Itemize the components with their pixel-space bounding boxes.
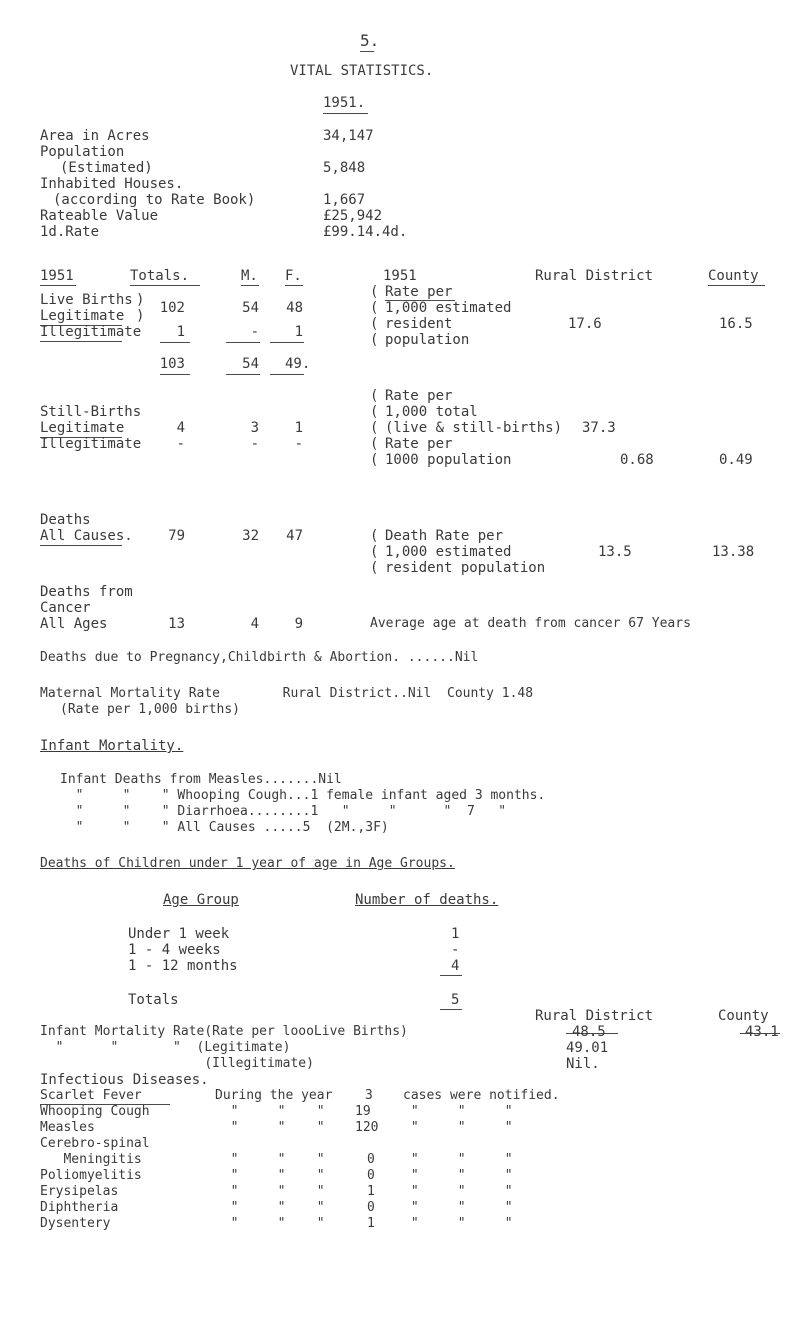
still-legit-m: 3 <box>250 420 259 436</box>
cases: 120 <box>355 1120 379 1135</box>
tail: " " " <box>403 1120 513 1135</box>
infant-row: " " " Diarrhoea........1 " " " 7 " <box>60 804 507 819</box>
rule <box>40 341 122 342</box>
page-title: VITAL STATISTICS. <box>290 63 434 79</box>
tail: cases were notified. <box>403 1088 560 1103</box>
disease: Meningitis <box>40 1152 142 1167</box>
deaths-all-label: All Causes. <box>40 528 133 544</box>
stat-label: (Estimated) <box>60 160 153 176</box>
infant-row: " " " Whooping Cough...1 female infant aged 3 months. <box>60 788 546 803</box>
rule <box>270 342 304 343</box>
tail: " " " <box>403 1152 513 1167</box>
rule <box>40 285 76 286</box>
period: " " " <box>215 1120 325 1135</box>
period: " " " <box>215 1168 325 1183</box>
live-total: 102 <box>159 300 185 316</box>
rule <box>270 374 304 375</box>
period: During the year <box>215 1088 333 1103</box>
disease: Measles <box>40 1120 95 1135</box>
stat-label: 1d.Rate <box>40 224 100 240</box>
rule <box>285 285 303 286</box>
live-births-label: Live Births <box>40 292 133 308</box>
cancer-f: 9 <box>294 616 303 632</box>
cases: 19 <box>355 1104 371 1119</box>
tail: " " " <box>403 1216 513 1231</box>
stat-value: 5,848 <box>323 160 366 176</box>
stat-label: Inhabited Houses. <box>40 176 184 192</box>
birth-rate-l3: resident <box>385 316 453 332</box>
births-sum-m: 54 <box>242 356 259 372</box>
cancer-average-age: Average age at death from cancer 67 Years <box>370 616 691 631</box>
births-sum-f: 49. <box>285 356 311 372</box>
page-number-underline <box>360 51 374 52</box>
age-group-head: Age Group <box>163 892 239 908</box>
still-births-label: Still-Births <box>40 404 142 420</box>
birth-rate-county: 16.5 <box>719 316 753 332</box>
male-head: M. <box>241 268 258 284</box>
imr-county-head: County <box>718 1008 769 1024</box>
table-year: 1951 <box>40 268 74 284</box>
disease: Whooping Cough <box>40 1104 150 1119</box>
births-sum-total: 103 <box>159 356 185 372</box>
still-legit-total: 4 <box>176 420 185 436</box>
rule <box>40 545 122 546</box>
cases: 0 <box>367 1168 375 1183</box>
birth-rate-l2: 1,000 estimated <box>385 300 512 316</box>
number-deaths-head: Number of deaths. <box>355 892 499 908</box>
disease: Dysentery <box>40 1216 111 1231</box>
rule <box>708 285 765 286</box>
period: " " " <box>215 1216 325 1231</box>
rule <box>160 374 190 375</box>
period: " " " <box>215 1200 325 1215</box>
stat-value: 1,667 <box>323 192 366 208</box>
illegit-m: - <box>250 324 259 340</box>
infectious-heading: Infectious Diseases. <box>40 1072 209 1088</box>
age-count: - <box>451 942 460 958</box>
totals-head: Totals. <box>130 268 190 284</box>
infant-row: " " " All Causes .....5 (2M.,3F) <box>60 820 389 835</box>
still-rate-l1: Rate per <box>385 388 453 404</box>
deaths-m: 32 <box>242 528 259 544</box>
period: " " " <box>215 1104 325 1119</box>
imr-l2: " " " (Legitimate) <box>40 1040 291 1055</box>
birth-rate-l1: Rate per <box>385 284 453 300</box>
disease: Poliomyelitis <box>40 1168 142 1183</box>
cases: 3 <box>365 1088 373 1103</box>
totals-value: 5 <box>451 992 460 1008</box>
rule <box>440 975 462 976</box>
still-rate-value: 37.3 <box>582 420 616 436</box>
rural-head: Rural District <box>535 268 654 284</box>
rule <box>130 285 200 286</box>
pop-rate-county: 0.49 <box>719 452 753 468</box>
live-m: 54 <box>242 300 259 316</box>
still-rate-l4: Rate per <box>385 436 453 452</box>
female-head: F. <box>285 268 302 284</box>
birth-rate-rural: 17.6 <box>568 316 602 332</box>
pop-rate-rural: 0.68 <box>620 452 654 468</box>
period: " " " <box>215 1184 325 1199</box>
still-legit-f: 1 <box>294 420 303 436</box>
cancer-l3: All Ages <box>40 616 108 632</box>
still-rate-l2: 1,000 total <box>385 404 478 420</box>
still-illegit-m: - <box>250 436 259 452</box>
imr-illegit-rural: Nil. <box>566 1056 600 1072</box>
death-rate-l1: Death Rate per <box>385 528 504 544</box>
death-rate-l2: 1,000 estimated <box>385 544 512 560</box>
still-illegit-label: Illegitimate <box>40 436 142 452</box>
cancer-m: 4 <box>250 616 259 632</box>
death-rate-l3: resident population <box>385 560 546 576</box>
stat-label: Rateable Value <box>40 208 159 224</box>
disease: Erysipelas <box>40 1184 119 1199</box>
imr-legit-rural: 49.01 <box>566 1040 609 1056</box>
imr-l1: Infant Mortality Rate(Rate per loooLive Births) <box>40 1024 408 1039</box>
disease: Scarlet Fever <box>40 1088 142 1103</box>
age-count: 1 <box>451 926 460 942</box>
totals-label: Totals <box>128 992 179 1008</box>
still-rate-l5: 1000 population <box>385 452 512 468</box>
stat-label: Area in Acres <box>40 128 150 144</box>
imr-l3: (Illegitimate) <box>40 1056 314 1071</box>
cancer-l1: Deaths from <box>40 584 133 600</box>
pregnancy-deaths: Deaths due to Pregnancy,Childbirth & Abortion. ......Nil <box>40 650 479 665</box>
illegit-label: Illegitimate <box>40 324 142 340</box>
tail: " " " <box>403 1168 513 1183</box>
rule <box>226 374 260 375</box>
illegit-f: 1 <box>294 324 303 340</box>
imr-county: 43.1 <box>745 1024 779 1040</box>
rule <box>241 285 259 286</box>
stat-label: Population <box>40 144 125 160</box>
tail: " " " <box>403 1104 513 1119</box>
county-head: County <box>708 268 759 284</box>
infant-heading: Infant Mortality. <box>40 738 184 754</box>
disease: Diphtheria <box>40 1200 119 1215</box>
live-f: 48 <box>286 300 303 316</box>
maternal-note: (Rate per 1,000 births) <box>60 702 241 717</box>
age-group: 1 - 12 months <box>128 958 238 974</box>
imr-rural-head: Rural District <box>535 1008 654 1024</box>
deaths-label: Deaths <box>40 512 91 528</box>
rule <box>226 342 260 343</box>
legit-label: Legitimate <box>40 308 125 324</box>
maternal-mortality: Maternal Mortality Rate Rural District..Nil County 1.48 <box>40 686 534 701</box>
age-group: Under 1 week <box>128 926 230 942</box>
age-group: 1 - 4 weeks <box>128 942 221 958</box>
infant-row: Infant Deaths from Measles.......Nil <box>60 772 342 787</box>
birth-rate-l4: population <box>385 332 470 348</box>
stat-label: (according to Rate Book) <box>53 192 256 208</box>
cases: 0 <box>367 1152 375 1167</box>
children-heading: Deaths of Children under 1 year of age in Age Groups. <box>40 856 455 871</box>
age-count: 4 <box>451 958 460 974</box>
rate-year: 1951 <box>383 268 417 284</box>
illegit-total: 1 <box>176 324 185 340</box>
cases: 1 <box>367 1184 375 1199</box>
year-heading: 1951. <box>323 95 366 111</box>
still-legit-label: Legitimate <box>40 420 125 436</box>
still-rate-l3: (live & still-births) <box>385 420 563 436</box>
death-rate-rural: 13.5 <box>598 544 632 560</box>
tail: " " " <box>403 1184 513 1199</box>
cases: 0 <box>367 1200 375 1215</box>
rule <box>160 342 190 343</box>
imr-rural: 48.5 <box>572 1024 606 1040</box>
cancer-total: 13 <box>168 616 185 632</box>
deaths-f: 47 <box>286 528 303 544</box>
stat-value: £99.14.4d. <box>323 224 408 240</box>
year-underline <box>323 113 368 114</box>
cancer-l2: Cancer <box>40 600 91 616</box>
page-number: 5. <box>360 31 380 50</box>
rule <box>440 1009 462 1010</box>
still-illegit-f: - <box>294 436 303 452</box>
death-rate-county: 13.38 <box>712 544 755 560</box>
stat-value: 34,147 <box>323 128 374 144</box>
stat-value: £25,942 <box>323 208 383 224</box>
still-illegit-total: - <box>176 436 185 452</box>
cases: 1 <box>367 1216 375 1231</box>
tail: " " " <box>403 1200 513 1215</box>
deaths-total: 79 <box>168 528 185 544</box>
disease: Cerebro-spinal <box>40 1136 150 1151</box>
period: " " " <box>215 1152 325 1167</box>
